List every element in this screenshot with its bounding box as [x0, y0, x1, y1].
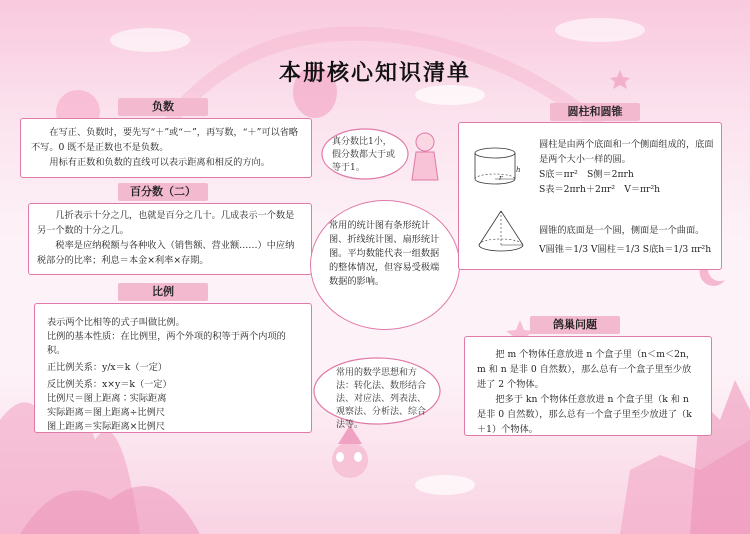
- ratio-line: 比例的基本性质：在比例里，两个外项的积等于两个内项的积。: [47, 331, 286, 356]
- cloud-icon: [110, 28, 190, 52]
- bubble-top-text: 真分数比1小，假分数都大于或等于1。: [332, 137, 396, 173]
- ratio-line: 正比例关系：y/x＝k（一定）: [47, 362, 168, 373]
- girl-character-icon: [408, 130, 442, 182]
- ratio-line: 反比例关系：x×y＝k（一定）: [47, 379, 172, 390]
- ratio-line: 图上距离＝实际距离×比例尺: [47, 421, 165, 432]
- page-title: 本册核心知识清单: [278, 61, 471, 86]
- ratio-box: [34, 303, 312, 433]
- negative-box: [20, 118, 312, 178]
- ratio-line: 比例尺＝图上距离∶实际距离: [47, 393, 167, 404]
- percent-box: [28, 203, 312, 275]
- pigeonhole-box: [464, 336, 712, 436]
- cylinder-header: 圆柱和圆锥: [550, 103, 640, 121]
- cone-figure: [473, 207, 529, 257]
- statistics-circle: [310, 200, 460, 330]
- cone-text: [539, 223, 715, 257]
- negative-text-1: 在写正、负数时，要先写“＋”或“－”，再写数，“＋”可以省略不写。0 既不是正数也不是负数。: [31, 127, 299, 153]
- ratio-line: 实际距离＝图上距离÷比例尺: [47, 407, 165, 418]
- cloud-icon: [555, 18, 645, 42]
- percent-header: 百分数（二）: [118, 183, 208, 201]
- cylinder-label-r: r: [499, 174, 503, 182]
- pigeonhole-header: 鸽巢问题: [530, 316, 620, 334]
- cylinder-formula-1: S底＝πr² S侧＝2πrh: [539, 169, 634, 180]
- percent-text-1: 几折表示十分之几，也就是百分之几十。几成表示一个数是另一个数的十分之几。: [37, 210, 295, 236]
- cylinder-box: [458, 122, 722, 270]
- cylinder-desc: 圆柱是由两个底面和一个侧面组成的，底面是两个大小一样的圆。: [539, 139, 714, 165]
- pigeonhole-text-1: 把 m 个物体任意放进 n 个盒子里（n＜m＜2n，m 和 n 是非 0 自然数），那么总有一个盒子里至少放进了 2 个物体。: [477, 349, 696, 390]
- cylinder-formula-2: S表＝2πrh＋2πr² V＝πr²h: [539, 184, 661, 195]
- pigeonhole-text-2: 把多于 kn 个物体任意放进 n 个盒子里（k 和 n 是非 0 自然数），那么总有一个盒子里至少放进了（k＋1）个物体。: [477, 394, 692, 435]
- percent-text-2: 税率是应纳税额与各种收入（销售额、营业额……）中应纳税部分的比率；利息＝本金×利率×存期。: [37, 240, 295, 266]
- statistics-text: 常用的统计图有条形统计图、折线统计图、扇形统计图。平均数能代表一组数据的整体情况，但容易受极端数据的影响。: [329, 220, 440, 287]
- negative-header: 负数: [118, 98, 208, 116]
- ratio-line: 表示两个比相等的式子叫做比例。: [47, 317, 185, 328]
- cloud-icon: [415, 475, 475, 495]
- cloud-icon: [415, 85, 485, 105]
- bubble-bottom-text: 常用的数学思想和方法：转化法、数形结合法、对应法、列表法、观察法、分析法、综合法等。: [336, 368, 427, 430]
- negative-text-2: 用标有正数和负数的直线可以表示距离和相反的方向。: [49, 157, 270, 168]
- ratio-header: 比例: [118, 283, 208, 301]
- cylinder-text: [539, 137, 715, 197]
- cylinder-label-h: h: [516, 166, 521, 174]
- cone-desc: 圆锥的底面是一个圆，侧面是一个曲面。: [539, 225, 705, 236]
- cone-formula: V圆锥＝1/3 V圆柱＝1/3 S底h＝1/3 πr²h: [539, 244, 712, 255]
